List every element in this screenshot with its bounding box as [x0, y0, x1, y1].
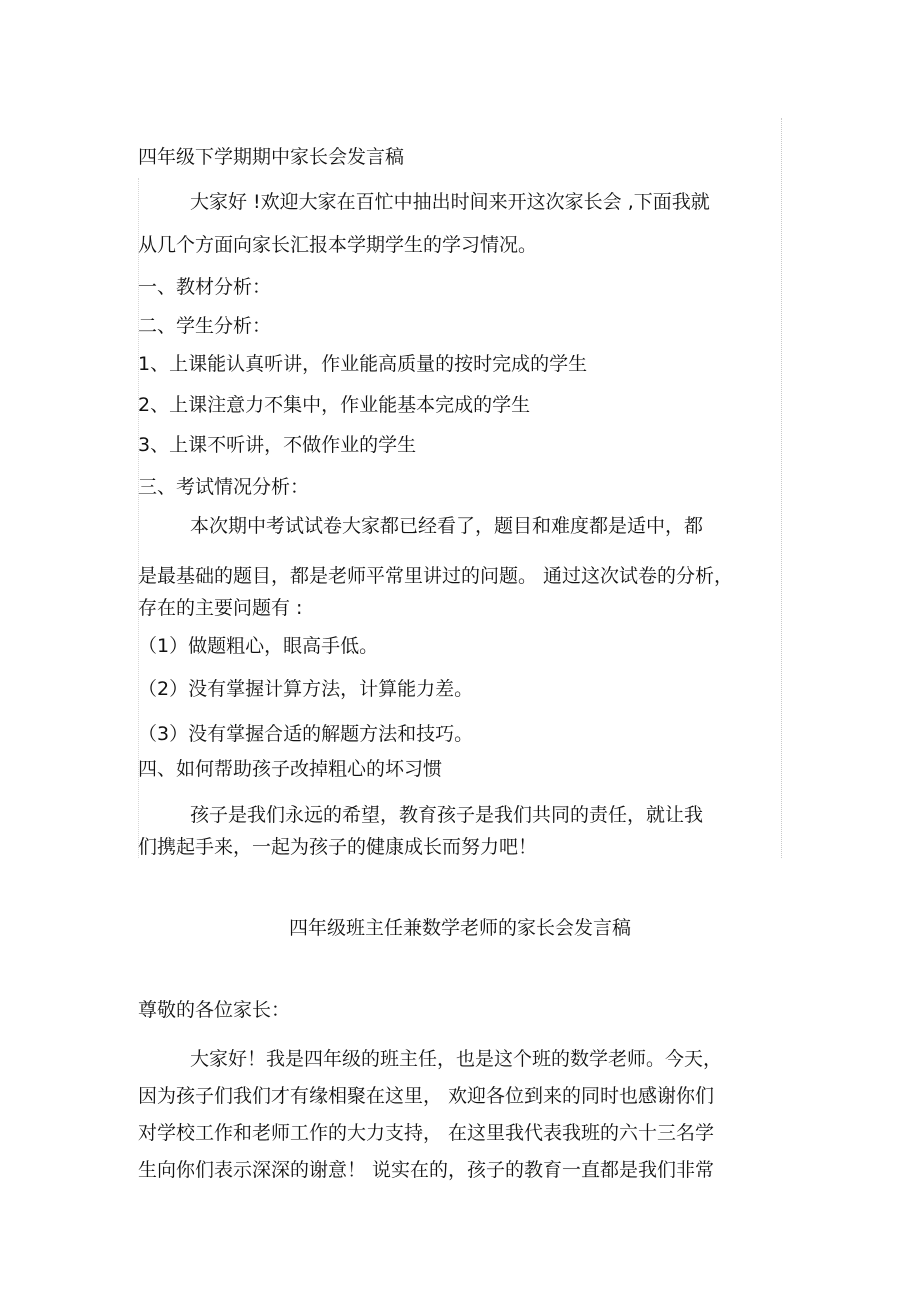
doc1-section-materials: 一、教材分析： [138, 276, 272, 298]
doc1-problem-item: （1）做题粗心，眼高手低。 [138, 635, 379, 657]
doc2-title: 四年级班主任兼数学老师的家长会发言稿 [288, 917, 631, 939]
doc2-body-line: 生向你们表示深深的谢意！ 说实在的，孩子的教育一直都是我们非常 [138, 1159, 715, 1181]
doc2-body-line: 大家好！我是四年级的班主任，也是这个班的数学老师。今天， [190, 1048, 723, 1070]
doc2-body-line: 对学校工作和老师工作的大力支持， 在这里我代表我班的六十三名学 [138, 1122, 715, 1144]
doc1-student-item: 2、上课注意力不集中，作业能基本完成的学生 [138, 394, 531, 416]
doc1-closing-line2: 们携起手来，一起为孩子的健康成长而努力吧！ [138, 836, 538, 858]
right-margin-guide [781, 118, 782, 858]
doc1-intro-line1: 大家好 !欢迎大家在百忙中抽出时间来开这次家长会 ,下面我就 [190, 191, 710, 213]
doc1-exam-line2: 是最基础的题目，都是老师平常里讲过的问题。 通过这次试卷的分析， [138, 565, 734, 587]
doc2-body-line: 因为孩子们我们才有缘相聚在这里， 欢迎各位到来的同时也感谢你们 [138, 1085, 715, 1107]
doc1-exam-line3: 存在的主要问题有 : [138, 597, 303, 619]
doc1-section-exam: 三、考试情况分析： [138, 476, 310, 498]
doc1-title: 四年级下学期期中家长会发言稿 [138, 146, 405, 168]
doc1-student-item: 3、上课不听讲，不做作业的学生 [138, 434, 417, 456]
doc2-greeting: 尊敬的各位家长： [138, 999, 291, 1021]
doc1-intro-line2: 从几个方面向家长汇报本学期学生的学习情况。 [138, 234, 538, 256]
doc1-student-item: 1、上课能认真听讲，作业能高质量的按时完成的学生 [138, 353, 588, 375]
doc1-closing-line1: 孩子是我们永远的希望，教育孩子是我们共同的责任，就让我 [190, 804, 704, 826]
doc1-exam-line1: 本次期中考试试卷大家都已经看了，题目和难度都是适中，都 [190, 515, 704, 537]
doc1-problem-item: （2）没有掌握计算方法，计算能力差。 [138, 678, 474, 700]
doc1-section-students: 二、学生分析： [138, 315, 272, 337]
doc1-problem-item: （3）没有掌握合适的解题方法和技巧。 [138, 723, 474, 745]
doc1-section-habits: 四、如何帮助孩子改掉粗心的坏习惯 [138, 758, 443, 780]
